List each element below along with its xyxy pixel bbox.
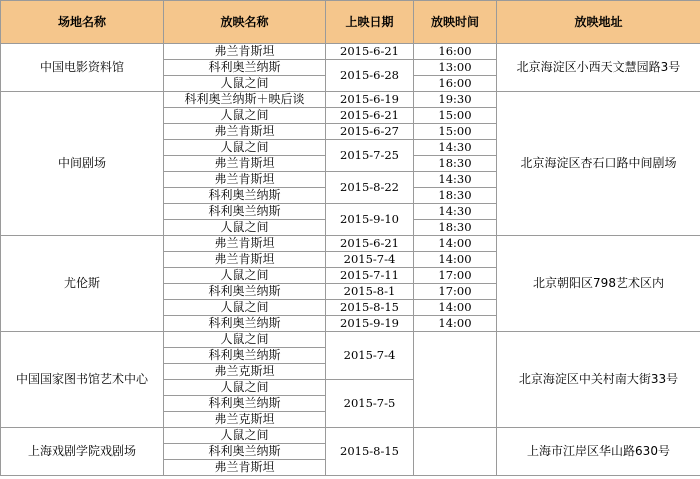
header-venue: 场地名称 (1, 1, 164, 44)
screening-date: 2015-9-19 (326, 316, 414, 332)
venue-address: 北京海淀区杏石口路中间剧场 (497, 92, 700, 236)
screening-date: 2015-7-5 (326, 380, 414, 428)
film-name: 弗兰肯斯坦 (164, 44, 326, 60)
venue-name: 中国电影资料馆 (1, 44, 164, 92)
film-name: 人鼠之间 (164, 300, 326, 316)
screening-date: 2015-8-22 (326, 172, 414, 204)
venue-address: 上海市江岸区华山路630号 (497, 428, 700, 476)
screening-time: 17:00 (414, 284, 497, 300)
film-name: 人鼠之间 (164, 140, 326, 156)
film-name: 人鼠之间 (164, 76, 326, 92)
screening-date: 2015-6-19 (326, 92, 414, 108)
table-row (1, 428, 700, 444)
film-name: 人鼠之间 (164, 380, 326, 396)
screening-time: 16:00 (414, 76, 497, 92)
screening-time: 17:00 (414, 268, 497, 284)
screening-time: 15:00 (414, 124, 497, 140)
film-name: 人鼠之间 (164, 268, 326, 284)
table-row (1, 44, 700, 60)
film-name: 弗兰肯斯坦 (164, 156, 326, 172)
screening-date: 2015-8-15 (326, 428, 414, 476)
screening-time: 19:30 (414, 92, 497, 108)
screening-date: 2015-7-4 (326, 252, 414, 268)
venue-name: 尤伦斯 (1, 236, 164, 332)
screening-date: 2015-6-21 (326, 44, 414, 60)
screening-time: 18:30 (414, 188, 497, 204)
header-address: 放映地址 (497, 1, 700, 44)
screening-time: 13:00 (414, 60, 497, 76)
venue-address: 北京朝阳区798艺术区内 (497, 236, 700, 332)
venue-name: 中间剧场 (1, 92, 164, 236)
screening-date: 2015-7-25 (326, 140, 414, 172)
film-name: 人鼠之间 (164, 220, 326, 236)
film-name: 科利奥兰纳斯＋映后谈 (164, 92, 326, 108)
venue-address: 北京海淀区小西天文慧园路3号 (497, 44, 700, 92)
film-name: 科利奥兰纳斯 (164, 188, 326, 204)
screening-time (414, 332, 497, 428)
film-name: 科利奥兰纳斯 (164, 316, 326, 332)
film-name: 弗兰肯斯坦 (164, 172, 326, 188)
film-name: 弗兰肯斯坦 (164, 460, 326, 476)
table-row (1, 332, 700, 348)
screening-date: 2015-9-10 (326, 204, 414, 236)
venue-address: 北京海淀区中关村南大街33号 (497, 332, 700, 428)
screening-date: 2015-7-4 (326, 332, 414, 380)
header-film: 放映名称 (164, 1, 326, 44)
film-name: 科利奥兰纳斯 (164, 60, 326, 76)
film-name: 弗兰肯斯坦 (164, 252, 326, 268)
venue-name: 上海戏剧学院戏剧场 (1, 428, 164, 476)
screening-time: 14:00 (414, 252, 497, 268)
screening-date: 2015-7-11 (326, 268, 414, 284)
screening-time: 14:00 (414, 316, 497, 332)
film-name: 科利奥兰纳斯 (164, 348, 326, 364)
table-row (1, 236, 700, 252)
screening-time: 14:00 (414, 236, 497, 252)
screening-time: 14:30 (414, 204, 497, 220)
screening-time (414, 428, 497, 476)
header-row (1, 1, 700, 44)
screening-time: 14:30 (414, 140, 497, 156)
screening-date: 2015-6-21 (326, 108, 414, 124)
screening-date: 2015-6-28 (326, 60, 414, 92)
film-name: 科利奥兰纳斯 (164, 396, 326, 412)
screening-date: 2015-6-21 (326, 236, 414, 252)
film-name: 科利奥兰纳斯 (164, 284, 326, 300)
film-name: 弗兰肯斯坦 (164, 124, 326, 140)
screening-date: 2015-8-1 (326, 284, 414, 300)
film-name: 科利奥兰纳斯 (164, 444, 326, 460)
screening-time: 18:30 (414, 220, 497, 236)
screening-time: 18:30 (414, 156, 497, 172)
screening-date: 2015-8-15 (326, 300, 414, 316)
film-name: 人鼠之间 (164, 332, 326, 348)
screening-time: 14:30 (414, 172, 497, 188)
screening-date: 2015-6-27 (326, 124, 414, 140)
screening-time: 14:00 (414, 300, 497, 316)
film-name: 科利奥兰纳斯 (164, 204, 326, 220)
venue-name: 中国国家图书馆艺术中心 (1, 332, 164, 428)
film-name: 弗兰克斯坦 (164, 412, 326, 428)
screening-time: 15:00 (414, 108, 497, 124)
schedule-body (1, 44, 700, 476)
film-name: 人鼠之间 (164, 428, 326, 444)
film-name: 人鼠之间 (164, 108, 326, 124)
header-date: 上映日期 (326, 1, 414, 44)
film-name: 弗兰克斯坦 (164, 364, 326, 380)
header-time: 放映时间 (414, 1, 497, 44)
film-name: 弗兰肯斯坦 (164, 236, 326, 252)
screening-time: 16:00 (414, 44, 497, 60)
table-row (1, 92, 700, 108)
